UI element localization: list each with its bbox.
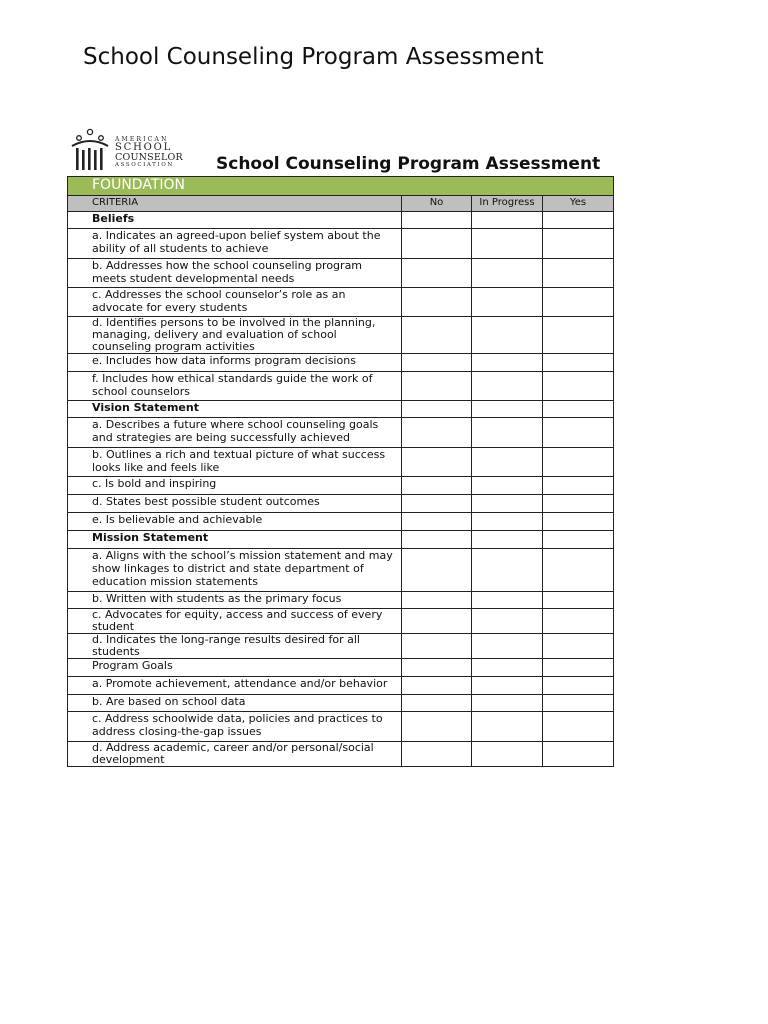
checkbox-cell-in-progress[interactable] xyxy=(472,418,543,448)
checkbox-cell-no[interactable] xyxy=(402,259,472,288)
checkbox-cell-in-progress[interactable] xyxy=(472,288,543,317)
group-row xyxy=(68,531,614,549)
checkbox-cell-yes[interactable] xyxy=(543,288,614,317)
criteria-text: d. States best possible student outcomes xyxy=(68,495,402,513)
logo-line-3: COUNSELOR xyxy=(115,152,183,163)
criteria-text: c. Address schoolwide data, policies and practices to address closing-the-gap issues xyxy=(68,712,402,742)
checkbox-cell-no[interactable] xyxy=(402,229,472,259)
criteria-text: a. Indicates an agreed-upon belief system about the ability of all students to achieve xyxy=(68,229,402,259)
table-row xyxy=(68,634,614,659)
checkbox-cell-yes[interactable] xyxy=(543,659,614,677)
column-header-in-progress: In Progress xyxy=(472,196,543,212)
table-row xyxy=(68,477,614,495)
table-row xyxy=(68,592,614,609)
checkbox-cell-in-progress[interactable] xyxy=(472,495,543,513)
group-row xyxy=(68,401,614,418)
checkbox-cell-yes[interactable] xyxy=(543,259,614,288)
table-row xyxy=(68,742,614,767)
criteria-text: e. Includes how data informs program decisions xyxy=(68,354,402,372)
asca-logo xyxy=(70,128,190,176)
criteria-text: b. Outlines a rich and textual picture of what success looks like and feels like xyxy=(68,448,402,477)
checkbox-cell-yes[interactable] xyxy=(543,477,614,495)
checkbox-cell-no[interactable] xyxy=(402,372,472,401)
criteria-text: f. Includes how ethical standards guide the work of school counselors xyxy=(68,372,402,401)
checkbox-cell-no[interactable] xyxy=(402,477,472,495)
checkbox-cell-no[interactable] xyxy=(402,212,472,229)
checkbox-cell-no[interactable] xyxy=(402,609,472,634)
criteria-text: e. Is believable and achievable xyxy=(68,513,402,531)
checkbox-cell-no[interactable] xyxy=(402,712,472,742)
checkbox-cell-yes[interactable] xyxy=(543,317,614,354)
table-row xyxy=(68,609,614,634)
table-row xyxy=(68,695,614,712)
table-row xyxy=(68,448,614,477)
checkbox-cell-yes[interactable] xyxy=(543,695,614,712)
column-header-no: No xyxy=(402,196,472,212)
table-row xyxy=(68,418,614,448)
section-header-row xyxy=(68,177,614,196)
checkbox-cell-yes[interactable] xyxy=(543,742,614,767)
checkbox-cell-yes[interactable] xyxy=(543,229,614,259)
group-label: Beliefs xyxy=(68,212,402,229)
table-title: School Counseling Program Assessment xyxy=(216,154,601,174)
table-row xyxy=(68,677,614,695)
checkbox-cell-no[interactable] xyxy=(402,742,472,767)
asca-figures-icon xyxy=(70,128,114,176)
criteria-text: d. Indicates the long-range results desired for all students xyxy=(68,634,402,659)
checkbox-cell-in-progress[interactable] xyxy=(472,609,543,634)
checkbox-cell-no[interactable] xyxy=(402,695,472,712)
criteria-text: c. Addresses the school counselor’s role as an advocate for every students xyxy=(68,288,402,317)
table-row xyxy=(68,259,614,288)
checkbox-cell-in-progress[interactable] xyxy=(472,549,543,592)
assessment-table xyxy=(67,176,614,767)
criteria-text: d. Identifies persons to be involved in the planning, managing, delivery and evaluation of school counseling program activities xyxy=(68,317,402,354)
checkbox-cell-in-progress[interactable] xyxy=(472,372,543,401)
checkbox-cell-in-progress[interactable] xyxy=(472,634,543,659)
checkbox-cell-no[interactable] xyxy=(402,549,472,592)
column-header-row xyxy=(68,196,614,212)
table-row xyxy=(68,712,614,742)
page-title: School Counseling Program Assessment xyxy=(83,44,544,70)
table-row xyxy=(68,549,614,592)
checkbox-cell-in-progress[interactable] xyxy=(472,354,543,372)
checkbox-cell-no[interactable] xyxy=(402,513,472,531)
checkbox-cell-yes[interactable] xyxy=(543,677,614,695)
checkbox-cell-yes[interactable] xyxy=(543,609,614,634)
checkbox-cell-in-progress[interactable] xyxy=(472,695,543,712)
column-header-criteria: CRITERIA xyxy=(68,196,402,212)
checkbox-cell-no[interactable] xyxy=(402,592,472,609)
checkbox-cell-no[interactable] xyxy=(402,677,472,695)
checkbox-cell-in-progress[interactable] xyxy=(472,712,543,742)
checkbox-cell-no[interactable] xyxy=(402,531,472,549)
checkbox-cell-yes[interactable] xyxy=(543,549,614,592)
checkbox-cell-in-progress[interactable] xyxy=(472,401,543,418)
checkbox-cell-yes[interactable] xyxy=(543,495,614,513)
checkbox-cell-in-progress[interactable] xyxy=(472,677,543,695)
table-row xyxy=(68,495,614,513)
section-label: FOUNDATION xyxy=(68,177,614,196)
checkbox-cell-yes[interactable] xyxy=(543,418,614,448)
group-row xyxy=(68,212,614,229)
checkbox-cell-yes[interactable] xyxy=(543,531,614,549)
checkbox-cell-in-progress[interactable] xyxy=(472,317,543,354)
group-label: Vision Statement xyxy=(68,401,402,418)
column-header-yes: Yes xyxy=(543,196,614,212)
criteria-text: c. Is bold and inspiring xyxy=(68,477,402,495)
checkbox-cell-no[interactable] xyxy=(402,418,472,448)
criteria-text: b. Are based on school data xyxy=(68,695,402,712)
checkbox-cell-in-progress[interactable] xyxy=(472,659,543,677)
checkbox-cell-in-progress[interactable] xyxy=(472,477,543,495)
criteria-text: b. Addresses how the school counseling program meets student developmental needs xyxy=(68,259,402,288)
checkbox-cell-yes[interactable] xyxy=(543,592,614,609)
checkbox-cell-in-progress[interactable] xyxy=(472,592,543,609)
checkbox-cell-in-progress[interactable] xyxy=(472,229,543,259)
criteria-text: a. Describes a future where school counseling goals and strategies are being successfully achieved xyxy=(68,418,402,448)
checkbox-cell-no[interactable] xyxy=(402,659,472,677)
checkbox-cell-in-progress[interactable] xyxy=(472,742,543,767)
checkbox-cell-yes[interactable] xyxy=(543,372,614,401)
checkbox-cell-in-progress[interactable] xyxy=(472,448,543,477)
checkbox-cell-yes[interactable] xyxy=(543,401,614,418)
criteria-text: Program Goals xyxy=(68,659,402,677)
checkbox-cell-yes[interactable] xyxy=(543,634,614,659)
checkbox-cell-no[interactable] xyxy=(402,495,472,513)
checkbox-cell-no[interactable] xyxy=(402,317,472,354)
checkbox-cell-in-progress[interactable] xyxy=(472,513,543,531)
checkbox-cell-yes[interactable] xyxy=(543,212,614,229)
checkbox-cell-no[interactable] xyxy=(402,288,472,317)
table-row xyxy=(68,354,614,372)
checkbox-cell-yes[interactable] xyxy=(543,712,614,742)
criteria-text: b. Written with students as the primary focus xyxy=(68,592,402,609)
criteria-text: c. Advocates for equity, access and success of every student xyxy=(68,609,402,634)
group-label: Mission Statement xyxy=(68,531,402,549)
table-row xyxy=(68,659,614,677)
criteria-text: a. Promote achievement, attendance and/or behavior xyxy=(68,677,402,695)
table-row xyxy=(68,513,614,531)
logo-line-2: SCHOOL xyxy=(115,142,173,153)
checkbox-cell-in-progress[interactable] xyxy=(472,259,543,288)
checkbox-cell-in-progress[interactable] xyxy=(472,212,543,229)
checkbox-cell-no[interactable] xyxy=(402,634,472,659)
logo-line-1: AMERICAN xyxy=(115,136,169,143)
table-row xyxy=(68,317,614,354)
table-row xyxy=(68,372,614,401)
checkbox-cell-no[interactable] xyxy=(402,448,472,477)
criteria-text: a. Aligns with the school’s mission statement and may show linkages to district and state department of education mission statements xyxy=(68,549,402,592)
logo-line-4: ASSOCIATION xyxy=(115,161,174,168)
criteria-text: d. Address academic, career and/or personal/social development xyxy=(68,742,402,767)
checkbox-cell-in-progress[interactable] xyxy=(472,531,543,549)
checkbox-cell-yes[interactable] xyxy=(543,448,614,477)
checkbox-cell-no[interactable] xyxy=(402,354,472,372)
table-row xyxy=(68,229,614,259)
table-row xyxy=(68,288,614,317)
checkbox-cell-no[interactable] xyxy=(402,401,472,418)
checkbox-cell-yes[interactable] xyxy=(543,513,614,531)
checkbox-cell-yes[interactable] xyxy=(543,354,614,372)
